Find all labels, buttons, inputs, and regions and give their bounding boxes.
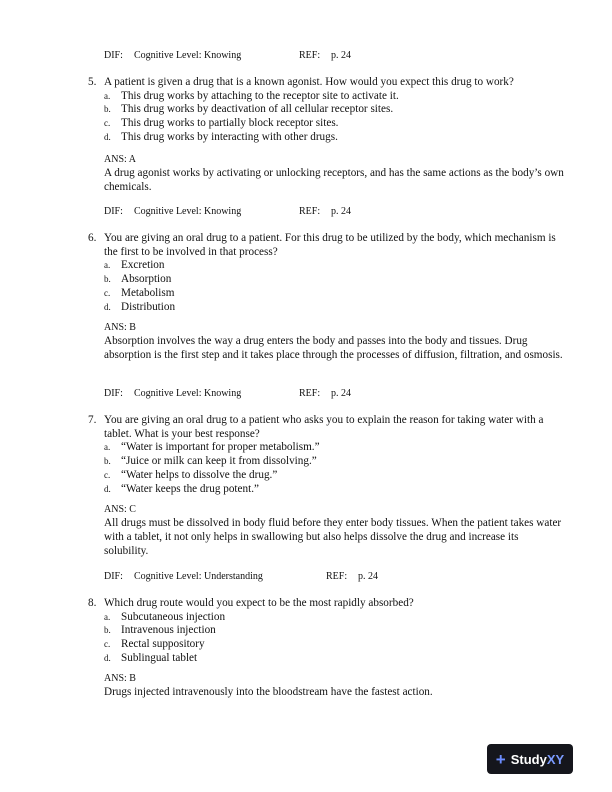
question-7 bbox=[88, 414, 558, 496]
ref-label: REF: bbox=[299, 50, 321, 61]
plus-icon: + bbox=[495, 749, 506, 769]
option-c bbox=[104, 469, 558, 483]
option-a bbox=[104, 259, 558, 273]
dif-label: DIF: bbox=[104, 50, 123, 61]
option-letter: b. bbox=[104, 104, 111, 115]
option-d bbox=[104, 301, 558, 315]
option-text: Absorption bbox=[121, 272, 172, 285]
option-letter: c. bbox=[104, 118, 111, 129]
option-c bbox=[104, 117, 558, 131]
option-d bbox=[104, 131, 558, 145]
option-letter: c. bbox=[104, 469, 111, 480]
option-text: Distribution bbox=[121, 300, 176, 313]
option-text: Metabolism bbox=[121, 286, 175, 299]
ref-page: p. 24 bbox=[331, 388, 351, 399]
question-number: 5. bbox=[88, 76, 97, 88]
ref-page: p. 24 bbox=[331, 206, 351, 217]
option-c bbox=[104, 638, 558, 652]
brand-accent: XY bbox=[546, 751, 565, 767]
option-letter: b. bbox=[104, 455, 111, 466]
answer-label: ANS: A bbox=[104, 154, 136, 165]
question-stem: You are giving an oral drug to a patient. For this drug to be utilized by the body, which mechanism is the first to be involved in that process? bbox=[104, 232, 556, 258]
cognitive-level: Cognitive Level: Understanding bbox=[134, 571, 263, 582]
option-letter: d. bbox=[104, 301, 111, 312]
option-letter: a. bbox=[104, 442, 111, 453]
option-text: Intravenous injection bbox=[121, 624, 216, 637]
answer-5 bbox=[104, 153, 564, 195]
option-a bbox=[104, 441, 558, 455]
answer-explanation: A drug agonist works by activating or unlocking receptors, and has the same actions as the body’s own chemicals. bbox=[104, 167, 564, 193]
option-text: Rectal suppository bbox=[121, 638, 205, 651]
option-text: This drug works by attaching to the receptor site to activate it. bbox=[121, 89, 399, 102]
answer-label: ANS: B bbox=[104, 322, 136, 333]
dif-label: DIF: bbox=[104, 571, 123, 582]
cognitive-level: Cognitive Level: Knowing bbox=[134, 206, 242, 217]
option-text: “Water keeps the drug potent.” bbox=[121, 482, 259, 495]
option-letter: d. bbox=[104, 131, 111, 142]
question-number: 8. bbox=[88, 597, 97, 609]
cognitive-level: Cognitive Level: Knowing bbox=[134, 388, 242, 399]
option-text: Excretion bbox=[121, 259, 165, 272]
option-letter: a. bbox=[104, 90, 111, 101]
option-letter: b. bbox=[104, 625, 111, 636]
ref-label: REF: bbox=[299, 206, 321, 217]
ref-label: REF: bbox=[299, 388, 321, 399]
dif-label: DIF: bbox=[104, 206, 123, 217]
option-letter: a. bbox=[104, 611, 111, 622]
option-letter: d. bbox=[104, 483, 111, 494]
answer-explanation: All drugs must be dissolved in body fluid before they enter body tissues. When the patient takes water with a tablet, it not only helps in swallowing but also helps dissolve the drug and increase its solubility. bbox=[104, 517, 562, 557]
option-text: Sublingual tablet bbox=[121, 651, 198, 664]
option-letter: b. bbox=[104, 273, 111, 284]
question-5 bbox=[88, 76, 558, 145]
question-6 bbox=[88, 232, 558, 314]
option-b bbox=[104, 624, 558, 638]
option-text: This drug works by interacting with other drugs. bbox=[121, 130, 338, 143]
option-text: Subcutaneous injection bbox=[121, 610, 226, 623]
option-letter: c. bbox=[104, 287, 111, 298]
question-number: 6. bbox=[88, 232, 97, 244]
option-a bbox=[104, 611, 558, 625]
question-stem: Which drug route would you expect to be the most rapidly absorbed? bbox=[104, 597, 414, 609]
dif-label: DIF: bbox=[104, 388, 123, 399]
option-text: This drug works to partially block receptor sites. bbox=[121, 117, 339, 130]
question-stem: You are giving an oral drug to a patient who asks you to explain the reason for taking water with a tablet. What is your best response? bbox=[104, 414, 544, 440]
answer-8 bbox=[104, 672, 564, 700]
brand-name: Study bbox=[510, 751, 547, 767]
option-text: “Water helps to dissolve the drug.” bbox=[121, 468, 278, 481]
answer-6 bbox=[104, 321, 564, 363]
answer-label: ANS: C bbox=[104, 504, 136, 515]
option-letter: c. bbox=[104, 639, 111, 650]
option-b bbox=[104, 455, 558, 469]
answer-label: ANS: B bbox=[104, 673, 136, 684]
option-text: “Juice or milk can keep it from dissolving.” bbox=[121, 454, 317, 467]
option-b bbox=[104, 103, 558, 117]
answer-7 bbox=[104, 503, 564, 558]
option-b bbox=[104, 273, 558, 287]
option-d bbox=[104, 483, 558, 497]
option-letter: a. bbox=[104, 260, 111, 271]
option-c bbox=[104, 287, 558, 301]
answer-explanation: Drugs injected intravenously into the bloodstream have the fastest action. bbox=[104, 686, 433, 698]
answer-explanation: Absorption involves the way a drug enters the body and passes into the body and tissues. Drug absorption is the first step and it takes place through the processes of diffusion, filtration, and osmosis. bbox=[104, 335, 563, 361]
option-d bbox=[104, 652, 558, 666]
option-a bbox=[104, 90, 558, 104]
question-8 bbox=[88, 597, 558, 666]
studyxy-badge[interactable] bbox=[487, 744, 573, 774]
ref-page: p. 24 bbox=[358, 571, 378, 582]
option-text: “Water is important for proper metabolism.” bbox=[121, 441, 320, 454]
option-letter: d. bbox=[104, 652, 111, 663]
ref-page: p. 24 bbox=[331, 50, 351, 61]
option-text: This drug works by deactivation of all cellular receptor sites. bbox=[121, 103, 394, 116]
ref-label: REF: bbox=[326, 571, 348, 582]
cognitive-level: Cognitive Level: Knowing bbox=[134, 50, 242, 61]
question-stem: A patient is given a drug that is a known agonist. How would you expect this drug to work? bbox=[104, 76, 514, 88]
question-number: 7. bbox=[88, 414, 97, 426]
